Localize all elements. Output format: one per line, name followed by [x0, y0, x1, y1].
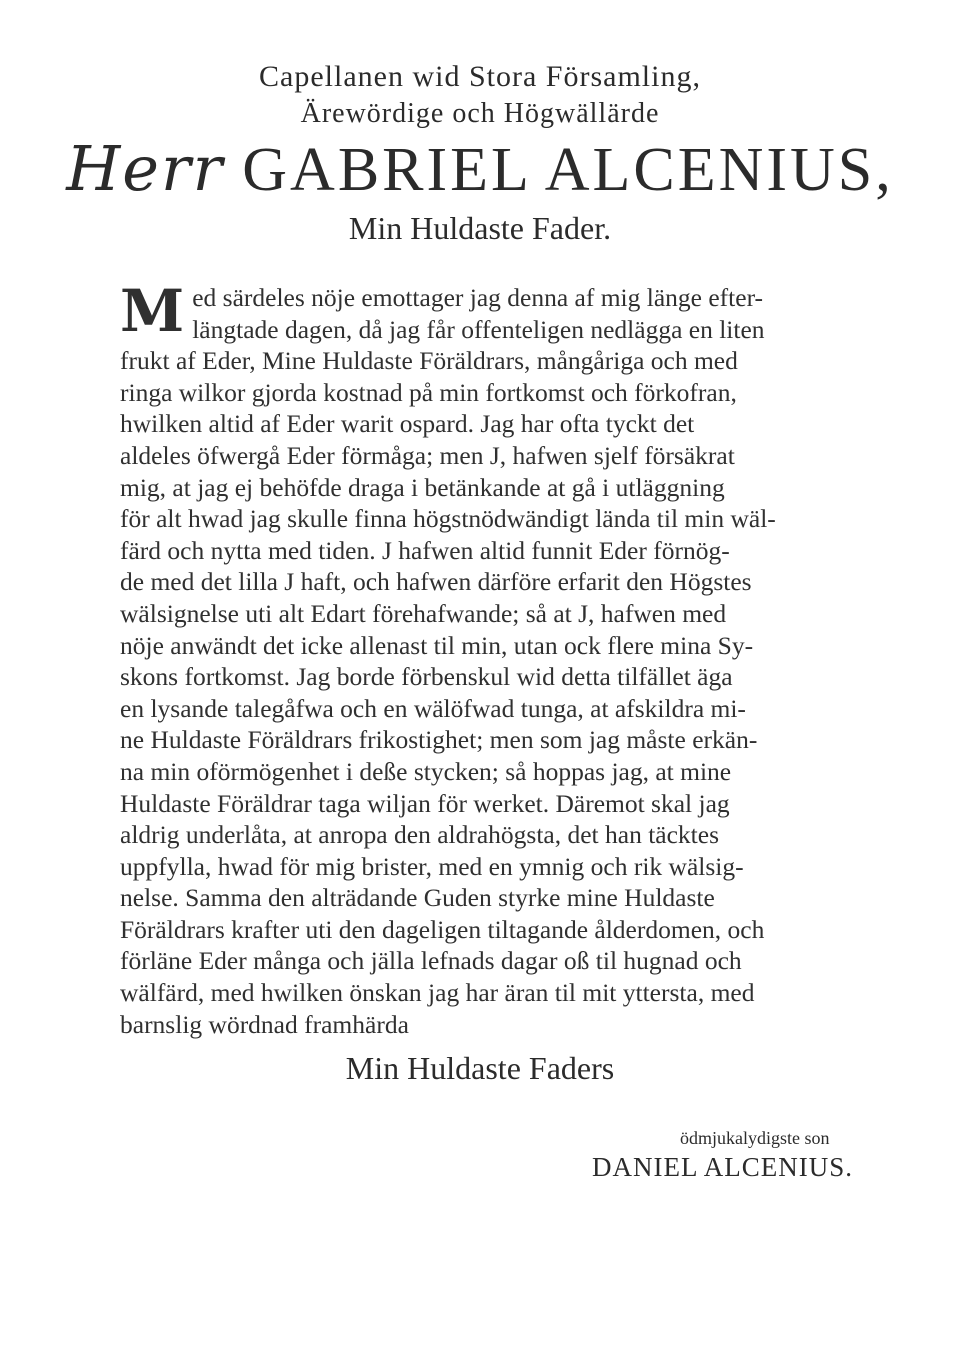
letter-line: mig, at jag ej behöfde draga i betänkande at gå i utläggning — [120, 472, 725, 502]
letter-line: ne Huldaste Föräldrars frikostighet; men som jag måste erkän- — [120, 725, 758, 755]
letter-line: Föräldrars krafter uti den dageligen tiltagande ålderdomen, och — [120, 914, 765, 944]
salutation: Min Huldaste Fader. — [348, 210, 612, 246]
addressee-line-1: Capellanen wid Stora Församling, — [259, 60, 701, 93]
closing-line: Min Huldaste Faders — [345, 1050, 615, 1086]
letter-body — [120, 277, 902, 1040]
addressee-title — [0, 132, 960, 206]
letter-line: frukt af Eder, Mine Huldaste Föräldrars, mångåriga och med — [120, 346, 738, 376]
letter-line: för alt hwad jag skulle finna högstnödwändigt lända til min wäl- — [120, 504, 776, 534]
letter-line: aldrig underlåta, at anropa den aldrahögsta, det han täcktes — [120, 820, 720, 850]
letter-line: ringa wilkor gjorda kostnad på min fortkomst och förkofran, — [120, 377, 737, 407]
letter-line: nelse. Samma den alträdande Guden styrke mine Huldaste — [120, 883, 715, 913]
letter-line: en lysande talegåfwa och en wälöfwad tunga, at afskildra mi- — [120, 693, 746, 723]
letter-line: färd och nytta med tiden. J hafwen altid funnit Eder förnög- — [120, 535, 730, 565]
signature-name: DANIEL ALCENIUS. — [592, 1152, 853, 1182]
letter-line: längtade dagen, då jag får offenteligen nedlägga en liten — [192, 314, 765, 344]
letter-line: wälsignelse uti alt Edart förehafwande; så at J, hafwen med — [120, 598, 727, 628]
letter-line: hwilken altid af Eder warit ospard. Jag har ofta tyckt det — [120, 409, 695, 439]
letter-line: skons fortkomst. Jag borde förbenskul wid detta tilfället äga — [120, 662, 733, 692]
letter-line: Huldaste Föräldrar taga wiljan för werket. Däremot skal jag — [120, 788, 730, 818]
letter-line: wälfärd, med hwilken önskan jag har äran til mit yttersta, med — [120, 978, 755, 1008]
letter-line: ed särdeles nöje emottager jag denna af mig länge efter- — [192, 283, 764, 312]
addressee-line-2: Ärewördige och Högwällärde — [300, 98, 660, 129]
letter-line: förläne Eder många och jälla lefnads dagar oß til hugnad och — [120, 946, 742, 976]
letter-line: nöje anwändt det icke allenast til min, utan ock flere mina Sy- — [120, 630, 754, 660]
letter-line: de med det lilla J haft, och hafwen därföre erfarit den Högstes — [120, 567, 752, 597]
drop-cap: M — [120, 277, 185, 345]
title-prefix: Herr — [66, 132, 225, 205]
letter-line: barnslig wördnad framhärda — [120, 1009, 409, 1039]
letter-line: aldeles öfwergå Eder förmåga; men J, hafwen sjelf försäkrat — [120, 440, 735, 470]
title-name: GABRIEL ALCENIUS, — [242, 136, 894, 204]
letter-line: na min oförmögenhet i deße stycken; så hoppas jag, at mine — [120, 756, 732, 786]
humble-subscription: ödmjukalydigste son — [680, 1128, 830, 1148]
letter-line: uppfylla, hwad för mig brister, med en ymnig och rik wälsig- — [120, 851, 744, 881]
